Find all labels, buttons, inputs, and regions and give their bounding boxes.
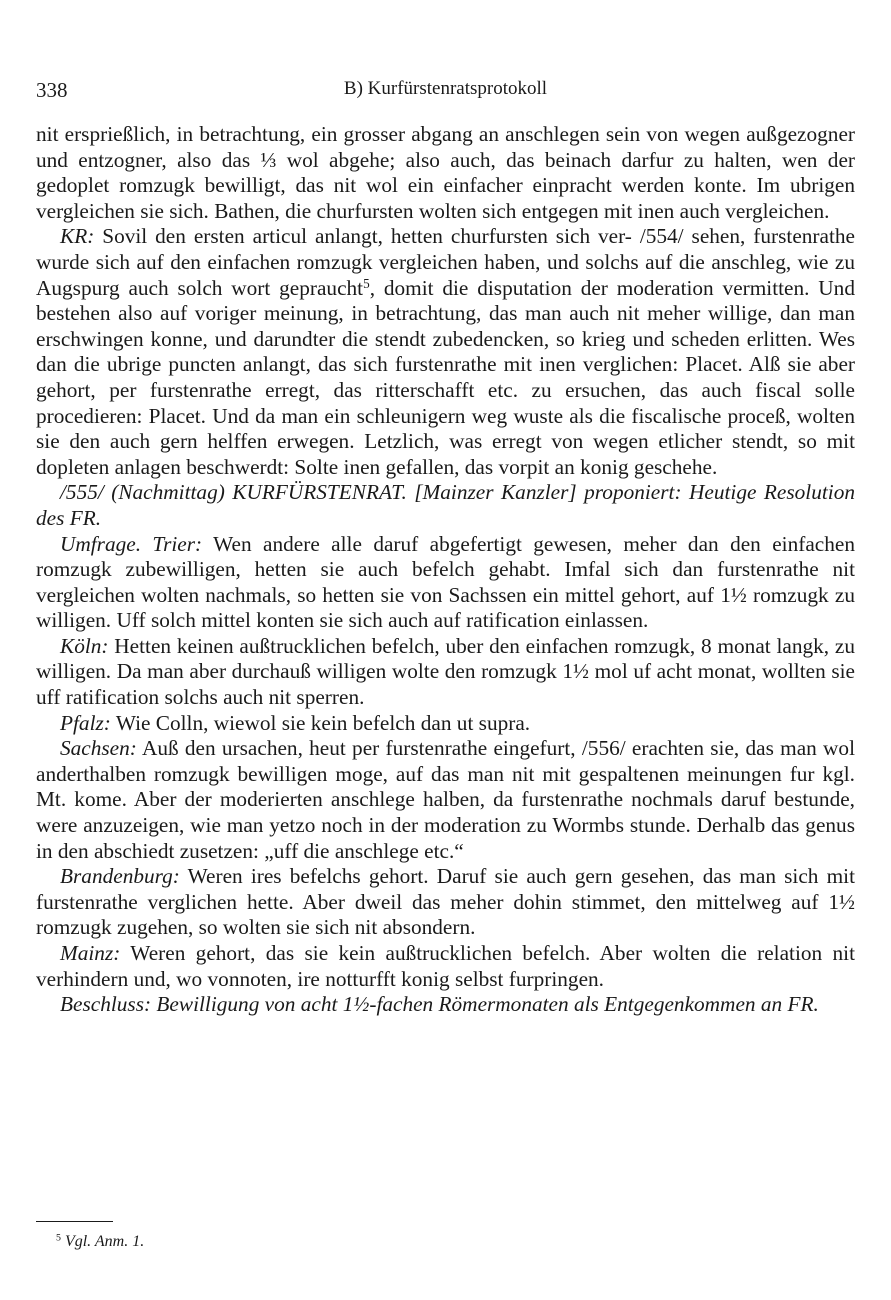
text-segment: /555/ (Nachmittag) KURFÜRSTENRAT. [Mainzer Kanzler] proponiert: Heutige Resolution des FR. (36, 480, 855, 530)
text-segment: Wen andere alle daruf abgefertigt gewesen, meher dan den einfachen romzugk zubewilligen, hetten sie auch befelch gehabt. Imfal sich dan furstenrathe nit vergleichen wolten nachmals, so hetten sie von Sachssen ein mittel gehort, auf 1½ romzugk zu willigen. Uff solch mittel konten sie sich auch auf ratification einlassen. (36, 531, 855, 633)
text-segment: Weren ires befelchs gehort. Daruf sie auch gern gesehen, das man sich mit furstenrathe verglichen hette. Aber dweil das meher dohin stimmet, den mittelweg auf 1½ romzugk zugehen, so wolten sie sich nit absondern. (36, 864, 855, 940)
text-segment: Pfalz: (60, 710, 111, 735)
paragraph (36, 736, 855, 864)
text-segment: Hetten keinen außtrucklichen befelch, uber den einfachen romzugk, 8 monat langk, zu willigen. Da man aber durchauß willigen wolte den romzugk 1½ mol uf acht monat, wollten sie uff ratification solchs auch nit sperren. (36, 633, 855, 710)
text-segment: nit ersprießlich, in betrachtung, ein grosser abgang an anschlegen sein von wegen außgezogner und entzogner, also das ⅓ wol abgehe; also auch, das beinach darfur zu halten, wen der gedoplet romzugk bewilligt, das nit wol ein einfacher einpracht werden konte. Im ubrigen vergleichen sie sich. Bathen, die churfursten wolten sich entgegen mit inen auch vergleichen. (36, 122, 855, 223)
text-segment: Beschluss: Bewilligung von acht 1½-fachen Römermonaten als Entgegenkommen an FR. (60, 992, 819, 1017)
running-head: B) Kurfürstenratsprotokoll (343, 78, 548, 99)
paragraph (36, 711, 855, 737)
paragraph (36, 864, 855, 941)
text-segment: Wie Colln, wiewol sie kein befelch dan ut supra. (110, 710, 531, 735)
footnote (36, 1232, 855, 1252)
text-segment: Auß den ursachen, heut per furstenrathe eingefurt, /556/ erachten sie, das man wol anderthalben romzugk bewilligen moge, auf das man nit mit gespaltenen meinungen fur kgl. Mt. kome. Aber der moderierten anschlege halben, da furstenrathe nochmals daruf bestunde, were anzuzeigen, wie man yetzo noch in der moderation zu Wormbs stunde. Derhalb das genus in den abschiedt zusetzen: „uff die anschlege etc.“ (36, 736, 855, 863)
paragraph (36, 224, 855, 480)
text-segment: Weren gehort, das sie kein außtrucklichen befelch. Aber wolten die relation nit verhindern und, wo vonnoten, ire notturfft konig selbst furpringen. (36, 941, 855, 991)
paragraph (36, 941, 855, 992)
footnote-marker: 5 (56, 1232, 61, 1244)
paragraph (36, 480, 855, 531)
footnote-reference: 5 (363, 275, 370, 291)
document-page (36, 0, 855, 1300)
paragraph (36, 122, 855, 224)
page-number: 338 (36, 78, 68, 102)
paragraph (36, 992, 855, 1018)
text-segment: , domit die disputation der moderation vermitten. Und bestehen also auf voriger meinung, in betrachtung, das man auch nit meher willige, dan man erschwingen konne, und darundter die stendt zubedencken, so krieg und scheden erlitten. Wes dan die ubrige puncten anlangt, das sich furstenrathe mit inen verglichen: Placet. Alß sie aber gehort, per furstenrathe erregt, das ritterschafft etc. zu ersuchen, das auch fiscal solle procedieren: Placet. Und da man ein schleunigern weg wuste als die fiscalische proceß, wolten sie den auch gern helffen erwegen. Letzlich, was erregt von wegen etlicher stendt, so mit dopleten anlagen beschwerdt: Solte inen gefallen, das vorpit an konig geschehe. (36, 275, 855, 479)
footnote-separator (36, 1221, 113, 1222)
paragraph (36, 634, 855, 711)
text-segment: Sachsen: (60, 736, 137, 761)
text-segment: Mainz: (60, 941, 121, 965)
text-segment: Umfrage. Trier: (60, 531, 203, 556)
page-header (36, 78, 855, 106)
body-text (36, 122, 855, 1018)
text-segment: Brandenburg: (60, 864, 180, 889)
text-segment: Köln: (60, 633, 109, 658)
footnote-text: Vgl. Anm. 1. (64, 1233, 145, 1250)
text-segment: KR: (60, 224, 95, 249)
paragraph (36, 532, 855, 634)
text-segment: Sovil den ersten articul anlangt, hetten churfursten sich ver- /554/ sehen, furstenrathe wurde sich auf den einfachen romzugk vergleichen haben, und solchs auf die anschleg, wie zu Augspurg auch solch wort gepraucht (36, 224, 855, 300)
